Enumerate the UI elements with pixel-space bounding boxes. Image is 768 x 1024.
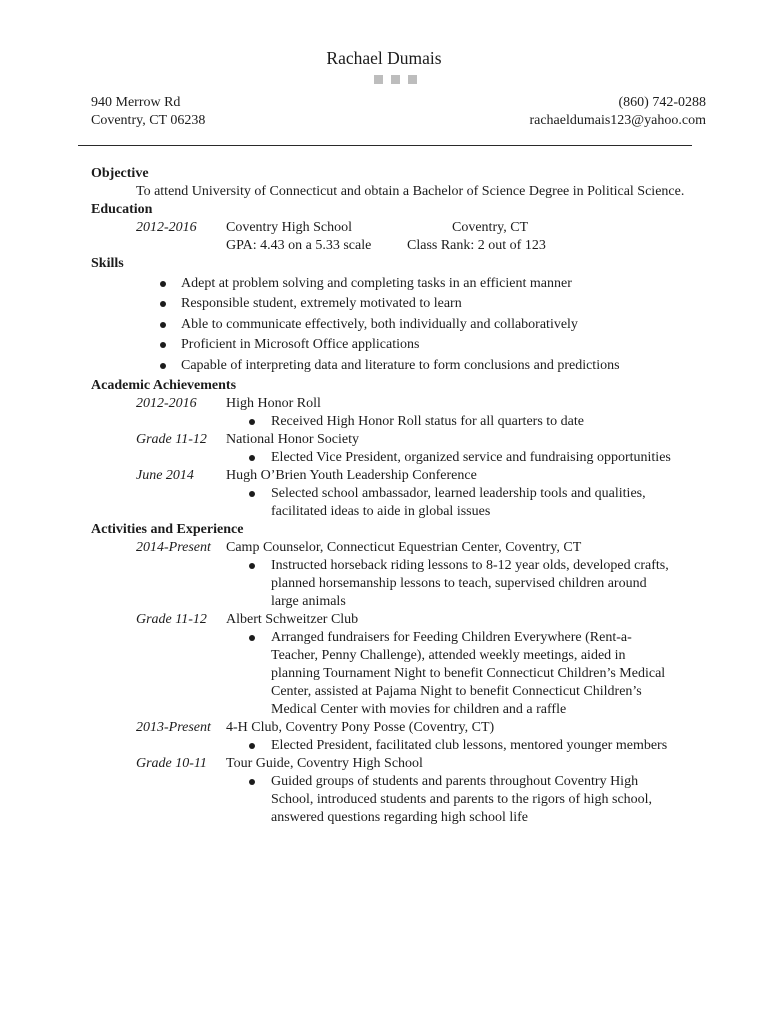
objective-text: To attend University of Connecticut and obtain a Bachelor of Science Degree in Political Science. xyxy=(136,184,685,199)
square-icon xyxy=(391,75,400,84)
education-entry xyxy=(91,219,691,255)
entry-detail: Elected President, facilitated club lessons, mentored younger members xyxy=(91,737,691,755)
list-item: Adept at problem solving and completing tasks in an efficient manner xyxy=(91,275,691,293)
entry-date: Grade 11-12 xyxy=(136,431,207,447)
entry-date: 2012-2016 xyxy=(136,395,197,411)
entry-date: 2014-Present xyxy=(136,539,211,555)
gpa: GPA: 4.43 on a 5.33 scale xyxy=(226,238,372,253)
education-date: 2012-2016 xyxy=(136,220,197,235)
address-block xyxy=(91,94,391,130)
entry-detail: Instructed horseback riding lessons to 8-12 year olds, developed crafts, planned horsemanship lessons to teach, supervised children around large animals xyxy=(91,557,691,611)
achievement-entry xyxy=(91,431,691,449)
phone-number: (860) 742-0288 xyxy=(618,95,706,110)
school-location: Coventry, CT xyxy=(452,220,529,235)
entry-heading: National Honor Society xyxy=(226,431,359,447)
bullet-icon xyxy=(160,301,166,307)
entry-date: Grade 10-11 xyxy=(136,755,207,771)
achievements-heading: Academic Achievements xyxy=(91,377,237,393)
activity-entry xyxy=(91,611,691,629)
school-name: Coventry High School xyxy=(226,220,352,235)
bullet-icon xyxy=(160,342,166,348)
entry-detail: Elected Vice President, organized service and fundraising opportunities xyxy=(91,449,691,467)
objective-heading: Objective xyxy=(91,166,149,181)
address-line-1: 940 Merrow Rd xyxy=(91,95,181,110)
list-item: Responsible student, extremely motivated to learn xyxy=(91,295,691,313)
bullet-icon xyxy=(249,419,255,425)
activities-heading: Activities and Experience xyxy=(91,521,244,537)
education-heading: Education xyxy=(91,202,153,217)
entry-detail: Arranged fundraisers for Feeding Children Everywhere (Rent-a-Teacher, Penny Challenge), attended weekly meetings, aided in planning Tournament Night to benefit Connecticut Children’s Medical Center, assisted at Pajama Night to benefit Connecticut Children’s Medical Center with movies for children and a raffle xyxy=(91,629,691,719)
square-icon xyxy=(408,75,417,84)
contact-block xyxy=(386,94,706,130)
resume-body xyxy=(91,165,691,827)
skills-list xyxy=(91,275,691,375)
entry-heading: 4-H Club, Coventry Pony Posse (Coventry, CT) xyxy=(226,719,495,735)
activity-entry xyxy=(91,755,691,773)
bullet-icon xyxy=(160,281,166,287)
bullet-icon xyxy=(160,322,166,328)
skills-heading: Skills xyxy=(91,256,124,271)
entry-detail: Selected school ambassador, learned leadership tools and qualities, facilitated ideas to aide in global issues xyxy=(91,485,691,521)
square-icon xyxy=(374,75,383,84)
achievement-entry xyxy=(91,395,691,413)
class-rank: Class Rank: 2 out of 123 xyxy=(407,238,546,253)
header-divider xyxy=(78,145,692,146)
bullet-icon xyxy=(249,743,255,749)
resume-name: Rachael Dumais xyxy=(326,48,442,68)
entry-heading: Hugh O’Brien Youth Leadership Conference xyxy=(226,467,477,483)
entry-detail: Received High Honor Roll status for all quarters to date xyxy=(91,413,691,431)
bullet-icon xyxy=(249,635,255,641)
entry-heading: Albert Schweitzer Club xyxy=(226,611,359,627)
achievement-entry xyxy=(91,467,691,485)
list-item: Capable of interpreting data and literature to form conclusions and predictions xyxy=(91,357,691,375)
bullet-icon xyxy=(249,779,255,785)
entry-date: Grade 11-12 xyxy=(136,611,207,627)
bullet-icon xyxy=(249,563,255,569)
list-item: Proficient in Microsoft Office applications xyxy=(91,336,691,354)
bullet-icon xyxy=(160,363,166,369)
entry-date: June 2014 xyxy=(136,467,194,483)
bullet-icon xyxy=(249,455,255,461)
entry-heading: High Honor Roll xyxy=(226,395,321,411)
entry-date: 2013-Present xyxy=(136,719,211,735)
entry-heading: Tour Guide, Coventry High School xyxy=(226,755,423,771)
entry-heading: Camp Counselor, Connecticut Equestrian Center, Coventry, CT xyxy=(226,539,582,555)
entry-detail: Guided groups of students and parents throughout Coventry High School, introduced students and parents to the rigors of high school, answered questions regarding high school life xyxy=(91,773,691,827)
activity-entry xyxy=(91,539,691,557)
list-item: Able to communicate effectively, both individually and collaboratively xyxy=(91,316,691,334)
activity-entry xyxy=(91,719,691,737)
address-line-2: Coventry, CT 06238 xyxy=(91,113,206,128)
bullet-icon xyxy=(249,491,255,497)
email-address: rachaeldumais123@yahoo.com xyxy=(529,113,706,128)
